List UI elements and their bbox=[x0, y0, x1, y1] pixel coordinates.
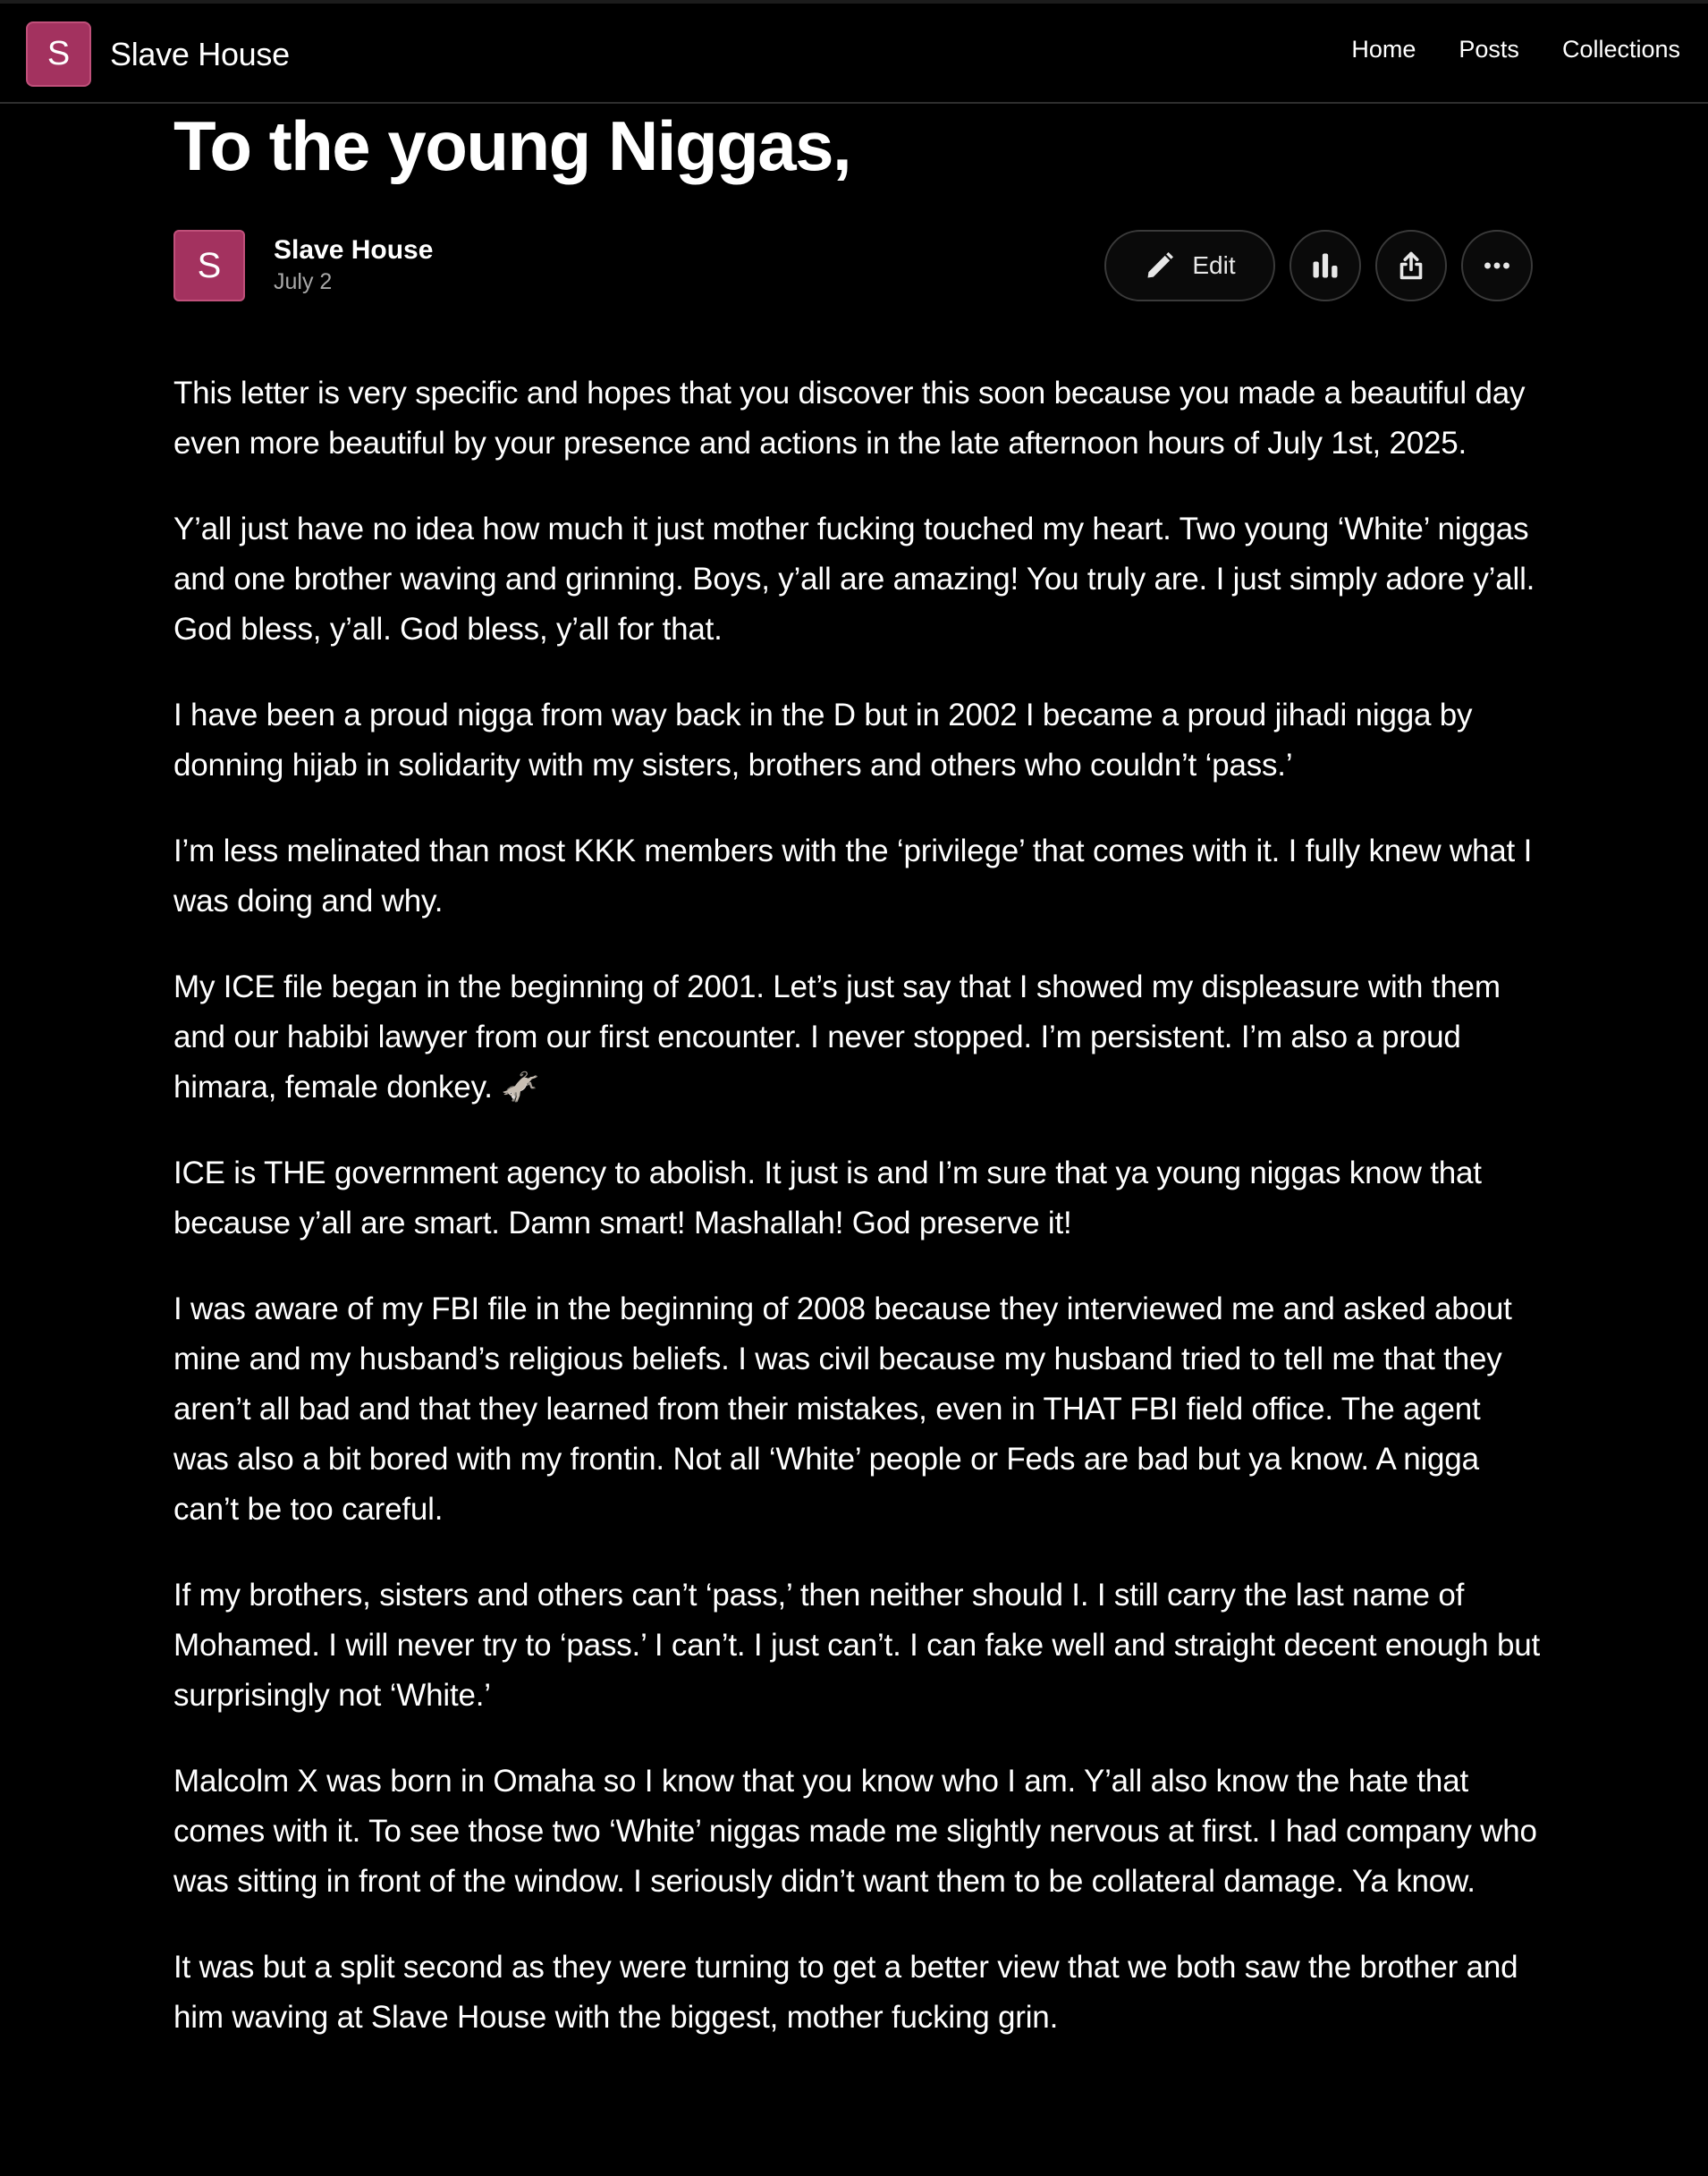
paragraph: My ICE file began in the beginning of 2001. Let’s just say that I showed my displeasure with them and our habibi lawyer from our first encounter. I never stopped. I’m persistent. I’m also a proud himara, female donkey. 🫏 bbox=[173, 969, 1501, 1105]
post-byline bbox=[173, 230, 433, 301]
author-meta bbox=[274, 234, 433, 297]
share-button[interactable] bbox=[1375, 230, 1447, 301]
paragraph: This letter is very specific and hopes that you discover this soon because you made a beautiful day even more beautiful by your presence and actions in the late afternoon hours of July 1st, 2025. bbox=[173, 376, 1526, 461]
author-avatar[interactable] bbox=[173, 230, 245, 301]
edit-button-label: Edit bbox=[1192, 251, 1236, 279]
paragraph: I have been a proud nigga from way back in the D but in 2002 I became a proud jihadi nigga by donning hijab in solidarity with my sisters, brothers and others who couldn’t ‘pass.’ bbox=[173, 698, 1473, 783]
nav-home[interactable]: Home bbox=[1351, 36, 1416, 63]
nav-posts[interactable]: Posts bbox=[1459, 36, 1519, 63]
edit-button[interactable] bbox=[1104, 230, 1275, 301]
post-body bbox=[173, 368, 1542, 2079]
paragraph: Y’all just have no idea how much it just mother fucking touched my heart. Two young ‘White’ niggas and one brother waving and grinning. Boys, y’all are amazing! You truly are. I just simply adore y’all. God bless, y’all. God bless, y’all for that. bbox=[173, 512, 1535, 647]
paragraph: I was aware of my FBI file in the beginning of 2008 because they interviewed me and asked about mine and my husband’s religious beliefs. I was civil because my husband tried to tell me that they aren’t all bad and that they learned from their mistakes, even in THAT FBI field office. The agent was also a bit bored with my frontin. Not all ‘White’ people or Feds are bad but ya know. A nigga can’t be too careful. bbox=[173, 1291, 1512, 1527]
site-name: Slave House bbox=[110, 35, 290, 72]
paragraph: If my brothers, sisters and others can’t ‘pass,’ then neither should I. I still carry the last name of Mohamed. I will never try to ‘pass.’ I can’t. I just can’t. I can fake well and straight decent enough but surprisingly not ‘White.’ bbox=[173, 1578, 1541, 1713]
post-actions bbox=[1104, 230, 1533, 301]
paragraph: It was but a split second as they were turning to get a better view that we both saw the brother and him waving at Slave House with the biggest, mother fucking grin. bbox=[173, 1950, 1518, 2035]
site-brand-link[interactable] bbox=[26, 21, 290, 87]
paragraph: I’m less melinated than most KKK members with the ‘privilege’ that comes with it. I fully knew what I was doing and why. bbox=[173, 834, 1533, 919]
paragraph: ICE is THE government agency to abolish. It just is and I’m sure that ya young niggas know that because y’all are smart. Damn smart! Mashallah! God preserve it! bbox=[173, 1156, 1482, 1240]
main-nav bbox=[1308, 36, 1680, 64]
bar-chart-icon bbox=[1309, 250, 1341, 282]
pencil-icon bbox=[1144, 250, 1176, 282]
share-icon bbox=[1395, 250, 1427, 282]
author-name[interactable]: Slave House bbox=[274, 235, 434, 265]
site-logo bbox=[26, 21, 91, 87]
nav-collections[interactable]: Collections bbox=[1561, 36, 1680, 63]
stats-button[interactable] bbox=[1289, 230, 1361, 301]
more-options-button[interactable] bbox=[1461, 230, 1533, 301]
site-logo-letter: S bbox=[47, 35, 71, 72]
more-horizontal-icon bbox=[1481, 250, 1513, 282]
author-avatar-letter: S bbox=[197, 245, 222, 285]
top-navigation-bar bbox=[0, 0, 1708, 104]
post-date: July 2 bbox=[274, 269, 333, 294]
paragraph: Malcolm X was born in Omaha so I know that you know who I am. Y’all also know the hate that comes with it. To see those two ‘White’ niggas made me slightly nervous at first. I had company who was sitting in front of the window. I seriously didn’t want them to be collateral damage. Ya know. bbox=[173, 1764, 1537, 1899]
post-title: To the young Niggas, bbox=[173, 106, 851, 185]
